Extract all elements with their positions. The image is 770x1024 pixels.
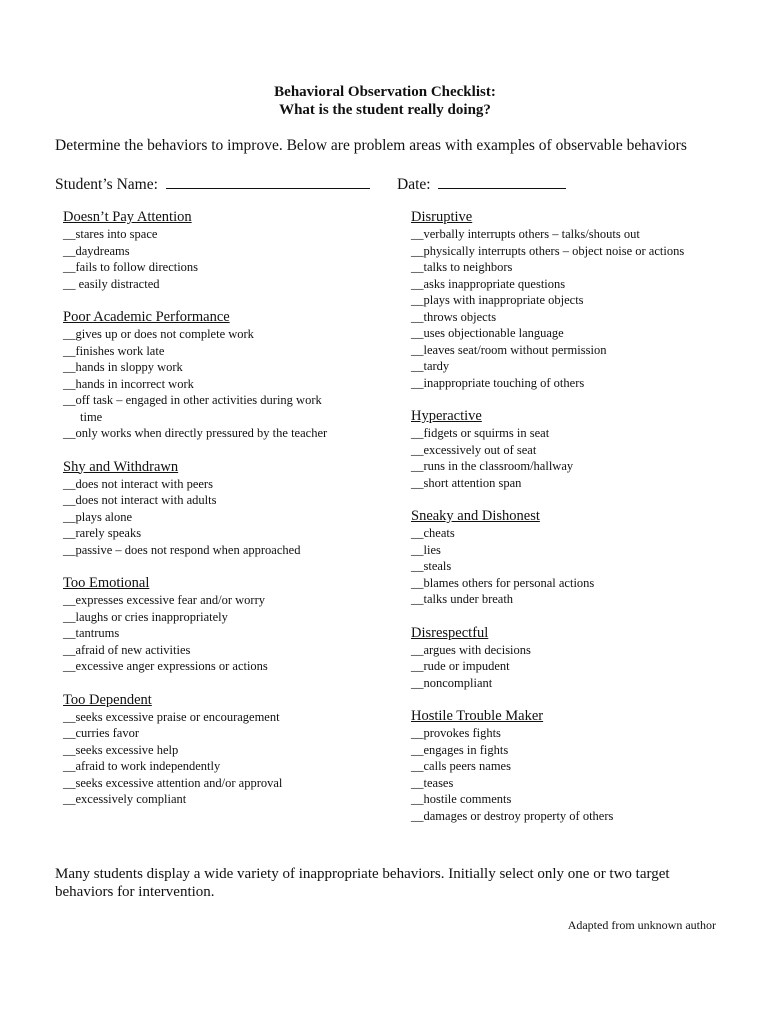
checklist-item: __calls peers names (411, 759, 511, 773)
checklist-item: __plays with inappropriate objects (411, 293, 584, 307)
checklist-item: __runs in the classroom/hallway (411, 459, 574, 473)
section-doesnt-pay-attention (63, 209, 383, 292)
section-too-dependent (63, 692, 383, 808)
checklist-item: __leaves seat/room without permission (411, 342, 607, 357)
checklist-item: __afraid to work independently (63, 759, 221, 773)
section-heading: Disrespectful (411, 624, 489, 641)
checklist-item: __rarely speaks (63, 526, 142, 540)
section-heading: Disruptive (411, 209, 473, 225)
checklist-item: __short attention span (411, 475, 522, 490)
checklist-item: __physically interrupts others – object noise or actions (411, 243, 685, 258)
closing-paragraph: Many students display a wide variety of inappropriate behaviors. Initially select only one or two target behaviors for intervention. (55, 866, 670, 900)
section-disruptive (411, 209, 756, 391)
checklist-item: __daydreams (63, 243, 130, 258)
checklist-item: __talks under breath (411, 592, 514, 606)
checklist-item: __inappropriate touching of others (411, 375, 585, 390)
checklist-item: __seeks excessive help (63, 742, 179, 757)
section-heading: Hyperactive (411, 408, 482, 424)
checklist-item: __cheats (411, 526, 455, 540)
checklist-item: __curries favor (63, 726, 140, 740)
checklist-item: __rude or impudent (411, 659, 510, 673)
checklist-item: __noncompliant (411, 675, 493, 690)
checklist-item: __expresses excessive fear and/or worry (63, 593, 266, 607)
attribution: Adapted from unknown author (567, 918, 716, 932)
section-hostile-trouble-maker (411, 708, 756, 824)
checklist-item: __does not interact with peers (63, 476, 213, 491)
right-column (411, 209, 756, 824)
student-name-row (55, 174, 370, 194)
section-heading: Too Emotional (63, 575, 150, 591)
student-name-field[interactable] (166, 174, 370, 189)
section-heading: Shy and Withdrawn (63, 458, 179, 475)
checklist-item: __gives up or does not complete work (63, 327, 254, 341)
section-sneaky-and-dishonest (411, 508, 756, 608)
checklist-item: __afraid of new activities (63, 642, 191, 657)
checklist-item: __excessively compliant (63, 792, 187, 806)
checklist-item-continuation: time (80, 409, 103, 424)
checklist-item: __asks inappropriate questions (411, 276, 566, 291)
checklist-item: __does not interact with adults (63, 493, 217, 507)
checklist-item: __tardy (411, 359, 450, 373)
checklist-item: __tantrums (63, 626, 120, 640)
checklist-item: __talks to neighbors (411, 260, 513, 274)
checklist-item: __off task – engaged in other activities during work (63, 393, 322, 407)
checklist-item: __engages in fights (411, 742, 509, 757)
section-heading: Sneaky and Dishonest (411, 508, 540, 524)
section-too-emotional (63, 575, 383, 675)
intro-text: Determine the behaviors to improve. Below are problem areas with examples of observable behaviors (55, 137, 687, 154)
checklist-item: __only works when directly pressured by the teacher (63, 426, 328, 440)
checklist-item: __hostile comments (411, 792, 512, 806)
section-disrespectful (411, 625, 756, 692)
checklist-item: __excessively out of seat (411, 442, 537, 457)
checklist-item: __seeks excessive praise or encouragement (63, 709, 280, 724)
checklist-item: __verbally interrupts others – talks/shouts out (411, 227, 640, 241)
checklist-item: __finishes work late (63, 343, 165, 358)
left-column (63, 209, 383, 808)
checklist-item: __lies (411, 542, 441, 557)
date-field[interactable] (438, 174, 566, 189)
checklist-item: __stares into space (63, 227, 158, 241)
section-poor-academic-performance (63, 309, 383, 442)
checklist-item: __hands in incorrect work (63, 376, 194, 391)
checklist-item: __excessive anger expressions or actions (63, 659, 268, 673)
checklist-item: __uses objectionable language (411, 326, 564, 340)
student-name-label: Student’s Name: (55, 176, 158, 193)
checklist-item: __laughs or cries inappropriately (63, 609, 228, 624)
section-heading: Poor Academic Performance (63, 309, 230, 325)
checklist-item: __hands in sloppy work (63, 360, 183, 374)
section-hyperactive (411, 408, 756, 491)
checklist-item: __argues with decisions (411, 642, 531, 657)
document-subtitle: What is the student really doing? (279, 102, 491, 118)
checklist-item: __fidgets or squirms in seat (411, 426, 550, 440)
checklist-item: __throws objects (411, 309, 497, 324)
checklist-item: __ easily distracted (63, 276, 160, 291)
checklist-item: __blames others for personal actions (411, 575, 595, 590)
checklist-item: __damages or destroy property of others (411, 808, 614, 823)
date-label: Date: (397, 176, 431, 193)
checklist-item: __passive – does not respond when approached (63, 542, 301, 557)
document-title: Behavioral Observation Checklist: (274, 84, 496, 100)
section-heading: Too Dependent (63, 691, 152, 708)
checklist-item: __steals (411, 559, 452, 573)
checklist-item: __fails to follow directions (63, 260, 199, 274)
checklist-item: __teases (411, 775, 454, 790)
section-heading: Doesn’t Pay Attention (63, 209, 192, 225)
section-heading: Hostile Trouble Maker (411, 708, 544, 724)
checklist-item: __plays alone (63, 509, 133, 524)
checklist-item: __seeks excessive attention and/or approval (63, 775, 283, 790)
date-row (397, 174, 566, 194)
section-shy-and-withdrawn (63, 459, 383, 559)
checklist-item: __provokes fights (411, 726, 501, 740)
